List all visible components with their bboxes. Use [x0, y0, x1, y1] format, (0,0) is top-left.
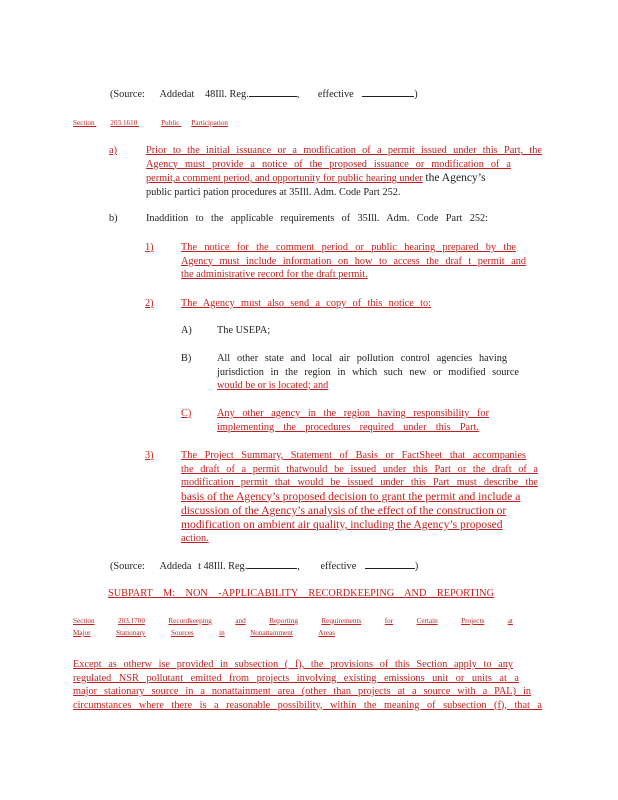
source-note-1: (Source: Addedat 48Ill. Reg. , effective ) — [110, 89, 418, 100]
item-A-text: The USEPA; — [217, 325, 271, 336]
para-a-marker: a) — [109, 145, 117, 156]
item-3-text: The Project Summary, Statement of Basis or FactSheet that accompanies the draft of a permit thatwould be issued under this Part or the draft of a modification permit that would be issued under this Part must describe the basis of the Agency’s proposed decision to grant the permit and include a discussion of the Agency’s analysis of the effect of the construction or modification on ambient air quality, including the Agency’s proposed action. — [181, 450, 538, 545]
item-2-marker: 2) — [145, 298, 154, 309]
para-a-text — [146, 144, 542, 199]
section-1610-heading: Section 203.1610 Public Participation — [73, 119, 229, 127]
item-1-marker: 1) — [145, 242, 154, 253]
item-2-text: The Agency must also send a copy of this notice to: — [181, 298, 431, 309]
para-a-line: public partici pation procedures at 35Ill. Adm. Code Part 252. — [146, 186, 401, 198]
para-b-marker: b) — [109, 213, 118, 224]
source-added: Addedat — [159, 89, 195, 100]
para-b-text: Inaddition to the applicable requirements of 35Ill. Adm. Code Part 252: — [146, 213, 488, 224]
final-paragraph: Except as otherw ise provided in subsection ( f), the provisions of this Section apply to any regulated NSR pollutant emitted from projects involving existing emissions unit or units at a major stationary source in a nonattainment area (other than projects at a source with a PAL) in circumstances where there is a reasonable possibility, within the meaning of subsection (f), that a — [73, 659, 542, 711]
item-1-text: The notice for the comment period or public hearing prepared by the Agency must include information on how to access the draf t permit and the administrative record for the draft permit. — [181, 242, 526, 280]
para-a-line: Agency must provide a notice of the proposed issuance or modification of a — [146, 158, 511, 170]
subpart-heading: SUBPART M: NON -APPLICABILITY RECORDKEEPING AND REPORTING — [108, 588, 494, 599]
item-C-text: Any other agency in the region having responsibility for implementing the procedures required under this Part. — [217, 408, 489, 433]
effective-blank — [365, 568, 415, 569]
effective-blank — [362, 96, 414, 97]
item-B-text: All other state and local air pollution control agencies having jurisdiction in the region in which such new or modified source would be or is located; and — [217, 353, 519, 391]
item-B-marker: B) — [181, 353, 192, 364]
item-3-marker: 3) — [145, 450, 154, 461]
para-a-line: permit,a comment period, and opportunity for public hearing under — [146, 173, 423, 184]
reg-blank — [247, 568, 297, 569]
source-reg: 48Ill. Reg. — [204, 89, 249, 100]
section-1700-heading: Section 203.1700 Recordkeeping and Reporting Requirements for Certain Projects at Major Stationary Sources in Nonattainment Areas — [73, 617, 513, 637]
agency-ref: the Agency’s — [425, 171, 486, 184]
reg-blank — [249, 96, 297, 97]
source-prefix: (Source: — [110, 89, 145, 100]
item-A-marker: A) — [181, 325, 192, 336]
item-C-marker: C) — [181, 408, 192, 419]
para-a-line: Prior to the initial issuance or a modification of a permit issued under this Part, the — [146, 145, 542, 156]
source-effective: effective — [317, 89, 354, 100]
source-note-2: (Source: Addeda t 48Ill. Reg. , effective ) — [110, 561, 419, 572]
